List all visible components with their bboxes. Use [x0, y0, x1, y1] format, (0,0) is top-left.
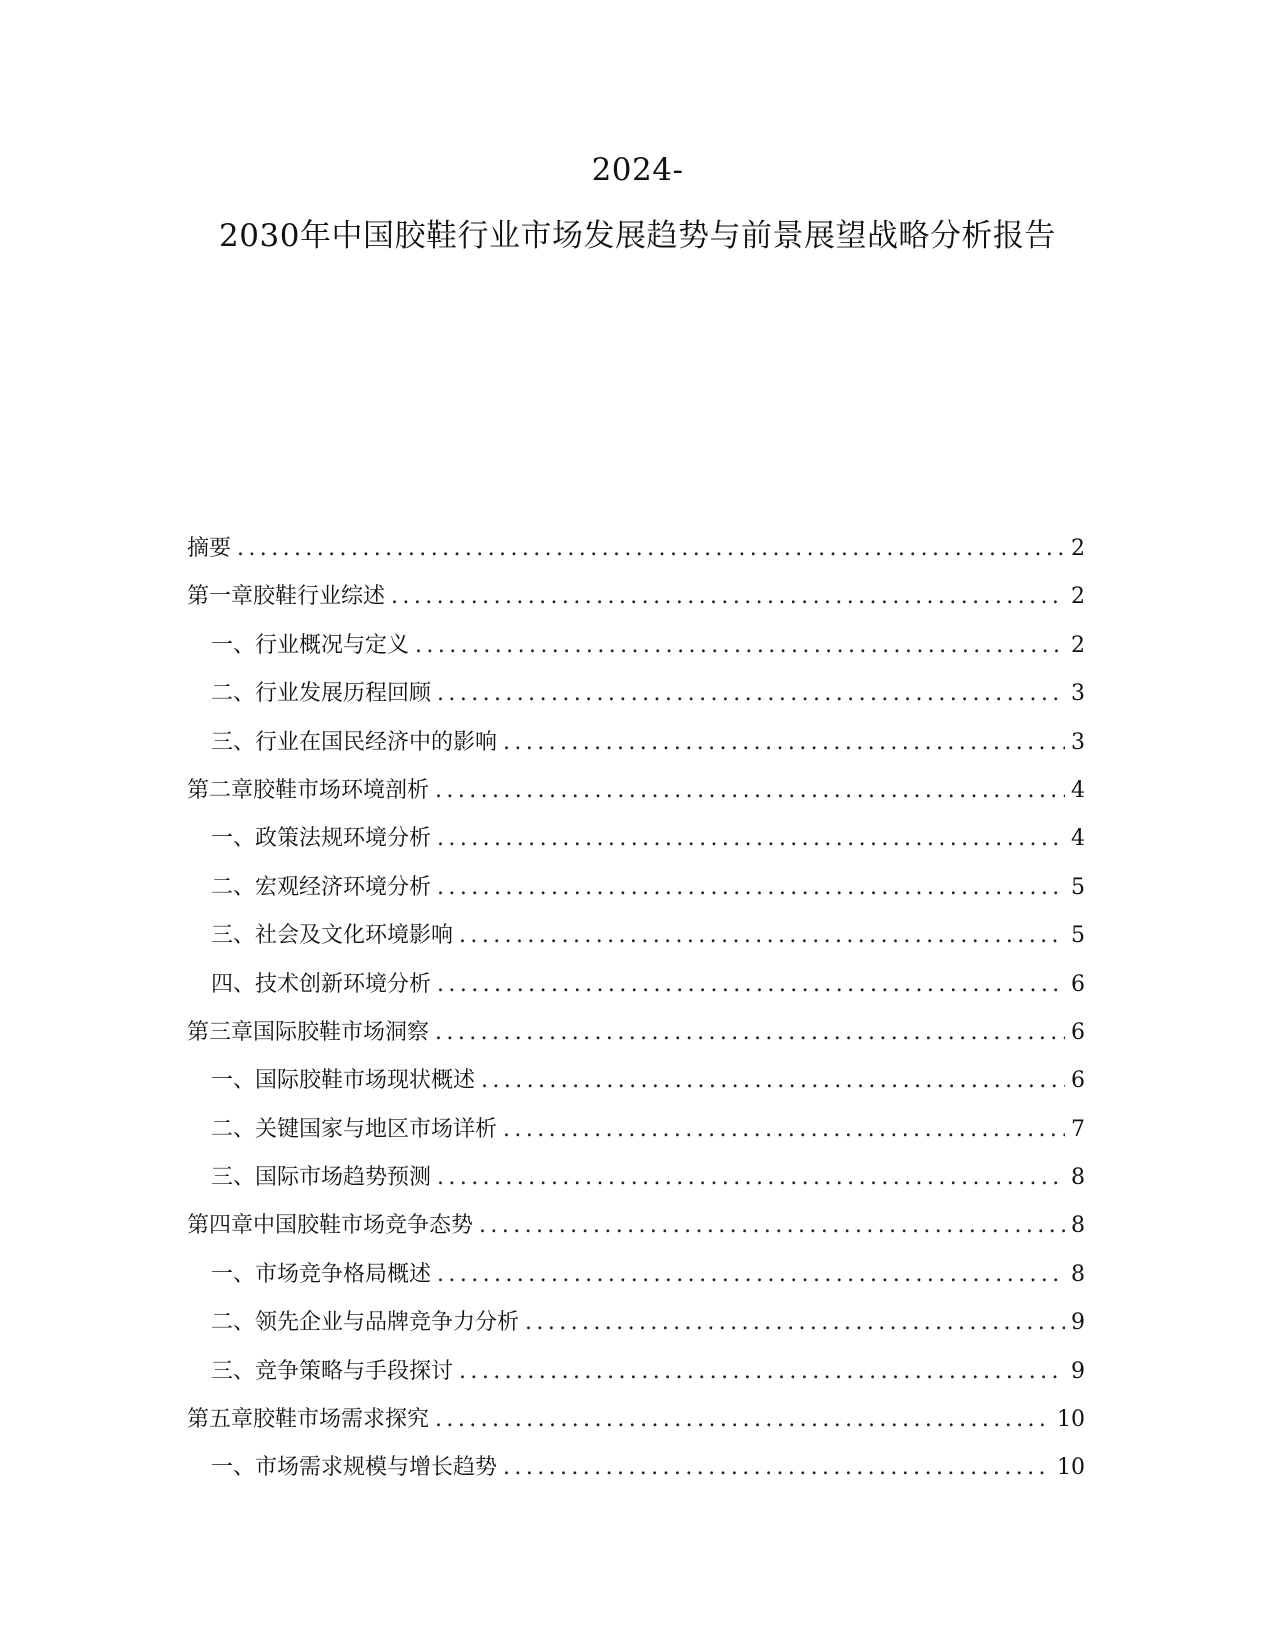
- toc-entry-label: 关键国家与地区市场详析: [255, 1116, 498, 1142]
- toc-page-number: 8: [1071, 1261, 1085, 1287]
- toc-leader-dots: [437, 873, 1065, 903]
- toc-leader-dots: [437, 1260, 1065, 1290]
- toc-entry-number: 一、: [211, 632, 256, 658]
- toc-entry-section[interactable]: [187, 1357, 1085, 1405]
- toc-page-number: 9: [1071, 1358, 1085, 1384]
- toc-page-number: 8: [1071, 1213, 1085, 1239]
- toc-entry-section[interactable]: [187, 873, 1085, 921]
- toc-entry-label: 竞争策略与手段探讨: [255, 1358, 454, 1384]
- toc-page-number: 9: [1071, 1310, 1085, 1336]
- toc-entry-section[interactable]: [187, 1163, 1085, 1211]
- toc-leader-dots: [415, 631, 1065, 661]
- toc-leader-dots: [503, 1453, 1051, 1483]
- toc-entry-label: 技术创新环境分析: [255, 971, 432, 997]
- toc-entry-section[interactable]: [187, 631, 1085, 679]
- toc-entry-chapter[interactable]: [187, 582, 1085, 630]
- toc-entry-label: 胶鞋市场环境剖析: [253, 777, 430, 803]
- toc-page-number: 7: [1071, 1116, 1085, 1142]
- toc-page-number: 6: [1071, 1068, 1085, 1094]
- toc-entry-number: 三、: [211, 729, 256, 755]
- toc-entry-section[interactable]: [187, 679, 1085, 727]
- toc-leader-dots: [437, 824, 1065, 854]
- toc-entry-number: 一、: [211, 826, 256, 852]
- toc-page-number: 5: [1071, 923, 1085, 949]
- toc-entry-section[interactable]: [187, 1260, 1085, 1308]
- toc-entry-chapter[interactable]: [187, 1018, 1085, 1066]
- toc-page-number: 6: [1071, 1019, 1085, 1045]
- toc-entry-chapter[interactable]: [187, 1405, 1085, 1453]
- toc-leader-dots: [237, 534, 1065, 564]
- toc-entry-label: 政策法规环境分析: [255, 826, 432, 852]
- toc-entry-section[interactable]: [187, 921, 1085, 969]
- toc-entry-number: 三、: [211, 923, 256, 949]
- toc-leader-dots: [437, 970, 1065, 1000]
- toc-leader-dots: [479, 1211, 1065, 1241]
- toc-page-number: 10: [1057, 1407, 1085, 1433]
- toc-entry-number: 第四章: [187, 1213, 254, 1239]
- toc-entry-label: 国际市场趋势预测: [255, 1165, 432, 1191]
- toc-entry-section[interactable]: [187, 1115, 1085, 1163]
- table-of-contents: [187, 534, 1085, 1502]
- toc-page-number: 2: [1071, 584, 1085, 610]
- toc-leader-dots: [437, 1163, 1065, 1193]
- toc-entry-number: 第五章: [187, 1407, 254, 1433]
- toc-leader-dots: [459, 1357, 1065, 1387]
- toc-entry-label: 行业在国民经济中的影响: [255, 729, 498, 755]
- toc-page-number: 3: [1071, 729, 1085, 755]
- toc-entry-number: 三、: [211, 1358, 256, 1384]
- toc-entry-chapter[interactable]: [187, 776, 1085, 824]
- toc-leader-dots: [481, 1066, 1065, 1096]
- toc-entry-label: 市场竞争格局概述: [255, 1261, 432, 1287]
- toc-entry-label: 胶鞋市场需求探究: [253, 1407, 430, 1433]
- toc-entry-label: 领先企业与品牌竞争力分析: [255, 1310, 520, 1336]
- toc-page-number: 6: [1071, 971, 1085, 997]
- toc-leader-dots: [459, 921, 1065, 951]
- toc-leader-dots: [503, 728, 1065, 758]
- toc-leader-dots: [525, 1308, 1065, 1338]
- toc-page-number: 4: [1071, 826, 1085, 852]
- toc-entry-chapter[interactable]: [187, 1211, 1085, 1259]
- toc-page-number: 4: [1071, 777, 1085, 803]
- toc-entry-number: 二、: [211, 874, 256, 900]
- toc-entry-section[interactable]: [187, 1066, 1085, 1114]
- toc-page-number: 3: [1071, 681, 1085, 707]
- toc-page-number: 8: [1071, 1165, 1085, 1191]
- toc-page-number: 5: [1071, 874, 1085, 900]
- toc-entry-section[interactable]: [187, 970, 1085, 1018]
- toc-page-number: 2: [1071, 632, 1085, 658]
- toc-entry-label: 行业概况与定义: [255, 632, 410, 658]
- report-title-line-1: 2024-: [591, 152, 684, 188]
- toc-leader-dots: [435, 1018, 1065, 1048]
- toc-entry-number: 第三章: [187, 1019, 254, 1045]
- toc-entry-number: 一、: [211, 1455, 256, 1481]
- toc-entry-number: 第一章: [187, 584, 254, 610]
- toc-entry-number: 一、: [211, 1068, 256, 1094]
- toc-entry-number: 四、: [211, 971, 256, 997]
- toc-page-number: 10: [1057, 1455, 1085, 1481]
- toc-entry-label: 摘要: [187, 536, 232, 561]
- toc-entry-number: 二、: [211, 1116, 256, 1142]
- toc-entry-label: 国际胶鞋市场现状概述: [255, 1068, 476, 1094]
- toc-leader-dots: [391, 582, 1065, 612]
- toc-entry-section[interactable]: [187, 1453, 1085, 1501]
- toc-entry-label: 国际胶鞋市场洞察: [253, 1019, 430, 1045]
- toc-entry-label: 社会及文化环境影响: [255, 923, 454, 949]
- toc-leader-dots: [437, 679, 1065, 709]
- toc-entry-section[interactable]: [187, 728, 1085, 776]
- toc-entry-label: 中国胶鞋市场竞争态势: [253, 1213, 474, 1239]
- toc-entry-number: 二、: [211, 1310, 256, 1336]
- toc-leader-dots: [435, 776, 1065, 806]
- toc-entry-number: 一、: [211, 1261, 256, 1287]
- toc-entry-label: 市场需求规模与增长趋势: [255, 1455, 498, 1481]
- toc-leader-dots: [435, 1405, 1051, 1435]
- toc-entry-label: 宏观经济环境分析: [255, 874, 432, 900]
- toc-entry-label: 行业发展历程回顾: [255, 681, 432, 707]
- toc-leader-dots: [503, 1115, 1065, 1145]
- toc-entry-number: 第二章: [187, 777, 254, 803]
- toc-entry-section[interactable]: [187, 1308, 1085, 1356]
- report-title-line-2: 2030年中国胶鞋行业市场发展趋势与前景展望战略分析报告: [219, 218, 1056, 254]
- toc-entry-number: 三、: [211, 1165, 256, 1191]
- toc-page-number: 2: [1071, 536, 1085, 561]
- toc-entry-section[interactable]: [187, 824, 1085, 872]
- toc-entry-label: 胶鞋行业综述: [253, 584, 386, 610]
- toc-entry-abstract[interactable]: [187, 534, 1085, 582]
- toc-entry-number: 二、: [211, 681, 256, 707]
